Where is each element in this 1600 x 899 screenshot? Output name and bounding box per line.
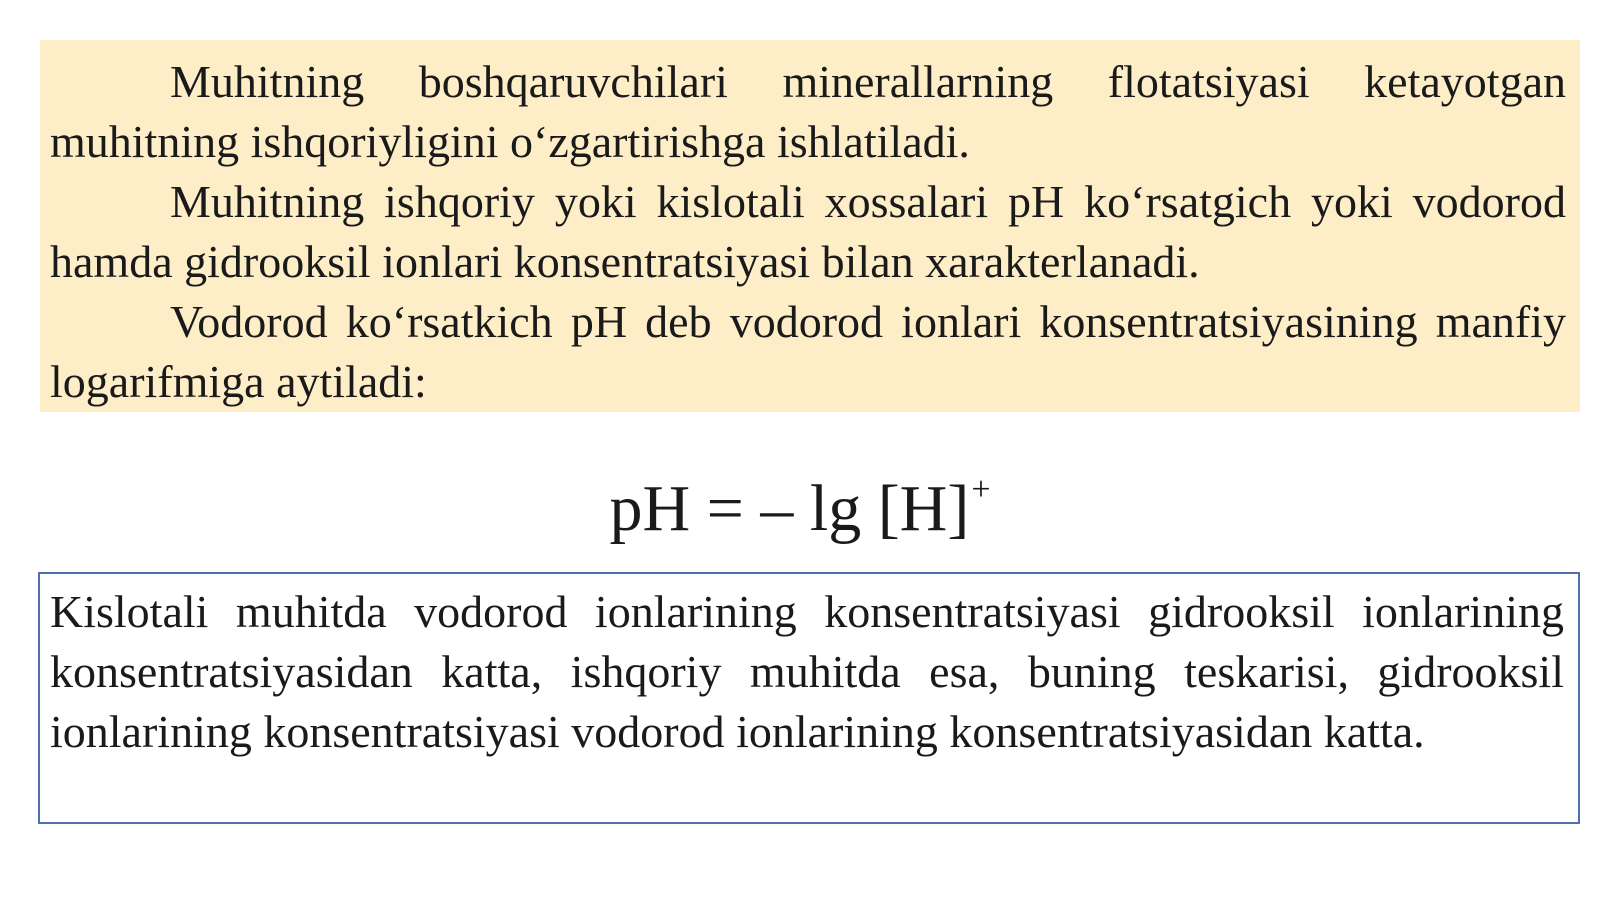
formula-superscript: + — [971, 471, 991, 508]
note-text-box — [38, 572, 1580, 824]
intro-paragraph-1: Muhitning boshqaruvchilari minerallarning flotatsiyasi ketayotgan muhitning ishqoriyligini o‘zgartirishga ishlatiladi. — [50, 56, 1566, 167]
formula-main: pH = – lg [H] — [609, 472, 970, 545]
intro-paragraph-2: Muhitning ishqoriy yoki kislotali xossalari pH ko‘rsatgich yoki vodorod hamda gidrooksil ionlari konsentratsiyasi bilan xarakterlanadi. — [50, 176, 1566, 287]
intro-text-box — [40, 40, 1580, 412]
note-paragraph: Kislotali muhitda vodorod ionlarining konsentratsiyasi gidrooksil ionlarining konsentratsiyasidan katta, ishqoriy muhitda esa, buning teskarisi, gidrooksil ionlarining konsentratsiyasi vodorod ionlarining konsentratsiyasidan katta. — [50, 586, 1564, 757]
ph-formula — [0, 450, 1600, 549]
intro-paragraph-3: Vodorod ko‘rsatkich pH deb vodorod ionlari konsentratsiyasining manfiy logarifmiga aytiladi: — [50, 296, 1566, 407]
